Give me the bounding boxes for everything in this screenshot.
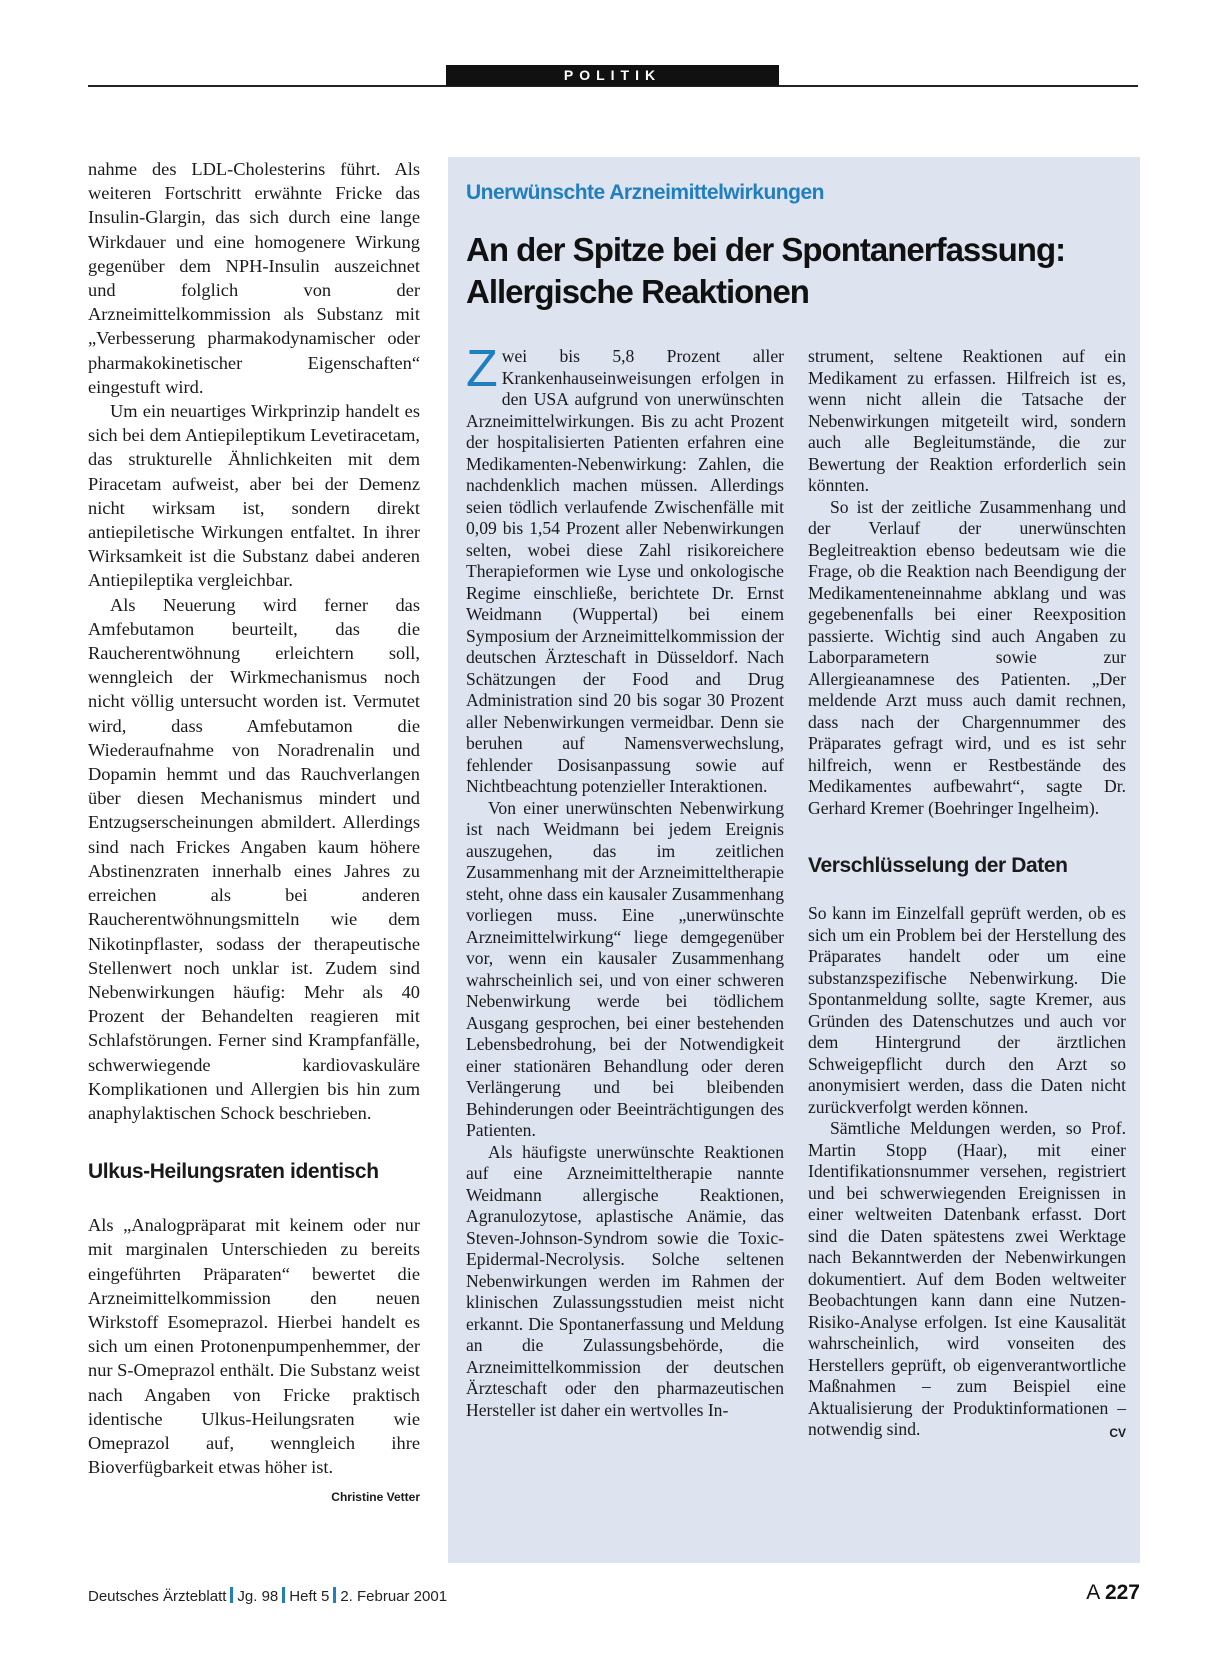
issue: Heft 5 xyxy=(289,1588,330,1605)
box-kicker: Unerwünschte Arzneimittelwirkungen xyxy=(466,181,824,204)
box-signature: CV xyxy=(1109,1426,1126,1440)
info-box xyxy=(448,157,1140,1563)
box-paragraph: So ist der zeitliche Zusammenhang und der Verlauf der unerwünschten Begleitreaktion ebenso bedeutsam wie die Frage, ob die Reaktion nach Beendigung der Medikamenteneinnahme abklang und was gegebenenfalls bei einer Reexposition passierte. Wichtig sind auch Angaben zu Laborparametern sowie zur Allergieanamnese des Patienten. „Der meldende Arzt muss auch damit rechnen, dass nach der Chargennummer des Präparates gefragt wird, und es ist sehr hilfreich, wenn er Restbestände des Medikamentes aufbewahrt“, sagte Dr. Gerhard Kremer (Boehringer Ingelheim). xyxy=(808,496,1126,818)
box-last-text: Sämtliche Meldungen werden, so Prof. Martin Stopp (Haar), mit einer Identifikationsnummer versehen, registriert und bei schwerwiegenden Ereignissen in einer weltweiten Datenbank erfasst. Dort sind die Daten spätestens zwei Werktage nach Bekanntwerden der Nebenwirkungen dokumentiert. Auf dem Boden weltweiter Beobachtungen kann dann eine Nutzen-Risiko-Analyse erfolgen. Ist eine Kausalität wahrscheinlich, wird vonseiten des Herstellers geprüft, ob eigenverantwortliche Maßnahmen – zum Beispiel eine Aktualisierung der Produktinformationen – notwendig sind. xyxy=(808,1118,1126,1439)
final-paragraph-text: Als „Analogpräparat mit keinem oder nur mit marginalen Unterschieden zu bereits eingeführten Präparaten“ bewertet die Arzneimittelkommission den neuen Wirkstoff Esomeprazol. Hierbei handelt es sich um einen Protonenpumpenhemmer, der nur S-Omeprazol enthält. Die Substanz weist nach Angaben von Fricke praktisch identische Ulkus-Heilungsraten wie Omeprazol auf, wenngleich ihre Bioverfügbarkeit etwas höher ist. xyxy=(88,1215,420,1478)
volume: Jg. 98 xyxy=(237,1588,279,1605)
box-paragraph: So kann im Einzelfall geprüft werden, ob es sich um ein Problem bei der Herstellung des Präparates handelt oder um eine substanzspezifische Nebenwirkung. Die Spontanmeldung sollte, sagte Kremer, aus Gründen des Datenschutzes und auch vor dem Hintergrund der ärztlichen Schweigepflicht durch den Arzt so anonymisiert werden, dass die Daten nicht zurückverfolgt werden können. xyxy=(808,903,1126,1117)
box-title: An der Spitze bei der Spontanerfassung: Allergische Reaktionen xyxy=(466,231,1066,310)
footer-separator xyxy=(282,1587,285,1603)
page-number xyxy=(1086,1581,1140,1605)
box-column-2 xyxy=(808,346,1126,1445)
issue-date: 2. Februar 2001 xyxy=(340,1588,448,1605)
section-label: POLITIK xyxy=(446,65,779,86)
footer-separator xyxy=(333,1587,336,1603)
left-paragraph: Als Neuerung wird ferner das Amfebutamon beurteilt, das die Raucherentwöhnung erleichtern soll, wenngleich der Wirkmechanismus noch nicht völlig untersucht worden ist. Vermutet wird, dass Amfebutamon die Wiederaufnahme von Noradrenalin und Dopamin hemmt und das Rauchverlangen über diesen Mechanismus mindert und Entzugserscheinungen abmildert. Allerdings sind nach Frickes Angaben kaum höhere Abstinenzraten innerhalb eines Jahres zu erreichen als bei anderen Raucherentwöhnungsmitteln wie dem Nikotinpflaster, sodass der therapeutische Stellenwert noch unklar ist. Zudem sind Nebenwirkungen häufig: Mehr als 40 Prozent der Behandelten reagieren mit Schlafstörungen. Ferner sind Krampfanfälle, schwerwiegende kardiovaskuläre Komplikationen und Allergien bis hin zum anaphylaktischen Schock beschrieben. xyxy=(88,594,420,1123)
box-paragraph: Von einer unerwünschten Nebenwirkung ist nach Weidmann bei jedem Ereignis auszugehen, das im zeitlichen Zusammenhang mit der Arzneimitteltherapie steht, ohne dass ein kausaler Zusammenhang vorliegen muss. Eine „unerwünschte Arzneimittelwirkung“ liege demgegenüber vor, wenn ein kausaler Zusammenhang wahrscheinlich sei, und von einer schweren Nebenwirkung werde bei tödlichem Ausgang gesprochen, bei einer bestehenden Lebensbedrohung, bei der Notwendigkeit einer stationären Behandlung oder deren Verlängerung und bei bleibenden Behinderungen oder Beeinträchtigungen des Patienten. xyxy=(466,797,784,1140)
author-name: Christine Vetter xyxy=(331,1490,420,1505)
box-paragraph: Als häufigste unerwünschte Reaktionen auf eine Arzneimitteltherapie nannte Weidmann allergische Reaktionen, Agranulozytose, aplastische Anämie, das Steven-Johnson-Syndrom sowie die Toxic-Epidermal-Necrolysis. Solche seltenen Nebenwirkungen werden im Rahmen der klinischen Zulassungsstudien meist nicht erkannt. Die Spontanerfassung und Meldung an die Zulassungsbehörde, die Arzneimittelkommission der deutschen Ärzteschaft oder den pharmazeutischen Hersteller ist daher ein wertvolles In- xyxy=(466,1141,784,1420)
box-first-text: wei bis 5,8 Prozent aller Krankenhauseinweisungen erfolgen in den USA aufgrund von unerwünschten Arzneimittelwirkungen. Bis zu acht Prozent der hospitalisierten Patienten erfahren eine Medikamenten-Nebenwirkung: Zahlen, die nachdenklich machen müssen. Allerdings seien tödlich verlaufende Zwischenfälle mit 0,09 bis 1,54 Prozent aller Nebenwirkungen selten, wobei diese Zahl risikoreichere Therapieformen wie Lyse und onkologische Regime einschließe, berichtete Dr. Ernst Weidmann (Wuppertal) bei einem Symposium der Arzneimittelkommission der deutschen Ärzteschaft in Düsseldorf. Nach Schätzungen der Food and Drug Administration sind 20 bis sogar 30 Prozent aller Nebenwirkungen vermeidbar. Denn sie beruhen auf Namensverwechslung, fehlender Dosisanpassung sowie auf Nichtbeachtung potenzieller Interaktionen. xyxy=(466,346,784,796)
left-paragraph: nahme des LDL-Cholesterins führt. Als weiteren Fortschritt erwähnte Fricke das Insulin-Glargin, das sich durch eine lange Wirkdauer und eine homogenere Wirkung gegenüber dem NPH-Insulin auszeichnet und folglich von der Arzneimittelkommission als Substanz mit „Verbesserung pharmakodynamischer oder pharmakokinetischer Eigenschaften“ eingestuft wird. xyxy=(88,159,420,397)
left-column xyxy=(88,157,420,1510)
box-paragraph xyxy=(808,1118,1126,1441)
drop-cap: Z xyxy=(466,340,498,398)
box-subheading: Verschlüsselung der Daten xyxy=(808,854,1068,877)
page-number-value: 227 xyxy=(1104,1581,1140,1604)
footer-separator xyxy=(230,1587,233,1603)
box-column-1 xyxy=(466,340,784,1421)
section-heading: Ulkus-Heilungsraten identisch xyxy=(88,1160,379,1184)
left-paragraph xyxy=(88,1213,420,1505)
footer xyxy=(88,1587,447,1605)
box-paragraph: strument, seltene Reaktionen auf ein Medikament zu erfassen. Hilfreich ist es, wenn nicht allein die Tatsache der Nebenwirkungen mitgeteilt wird, sondern auch alle Begleitumstände, die zur Bewertung der Reaktion erforderlich sein könnten. xyxy=(808,346,1126,495)
box-paragraph xyxy=(466,340,784,798)
journal-name: Deutsches Ärzteblatt xyxy=(88,1588,227,1605)
page-prefix: A xyxy=(1086,1581,1100,1604)
left-paragraph: Um ein neuartiges Wirkprinzip handelt es sich bei dem Antiepileptikum Levetiracetam, das strukturelle Ähnlichkeiten mit dem Piracetam aufweist, aber bei der Demenz nicht wirksam ist, sondern direkt antiepiletische Wirkungen entfaltet. In ihrer Wirksamkeit ist die Substanz dabei anderen Antiepileptika vergleichbar. xyxy=(88,401,420,591)
